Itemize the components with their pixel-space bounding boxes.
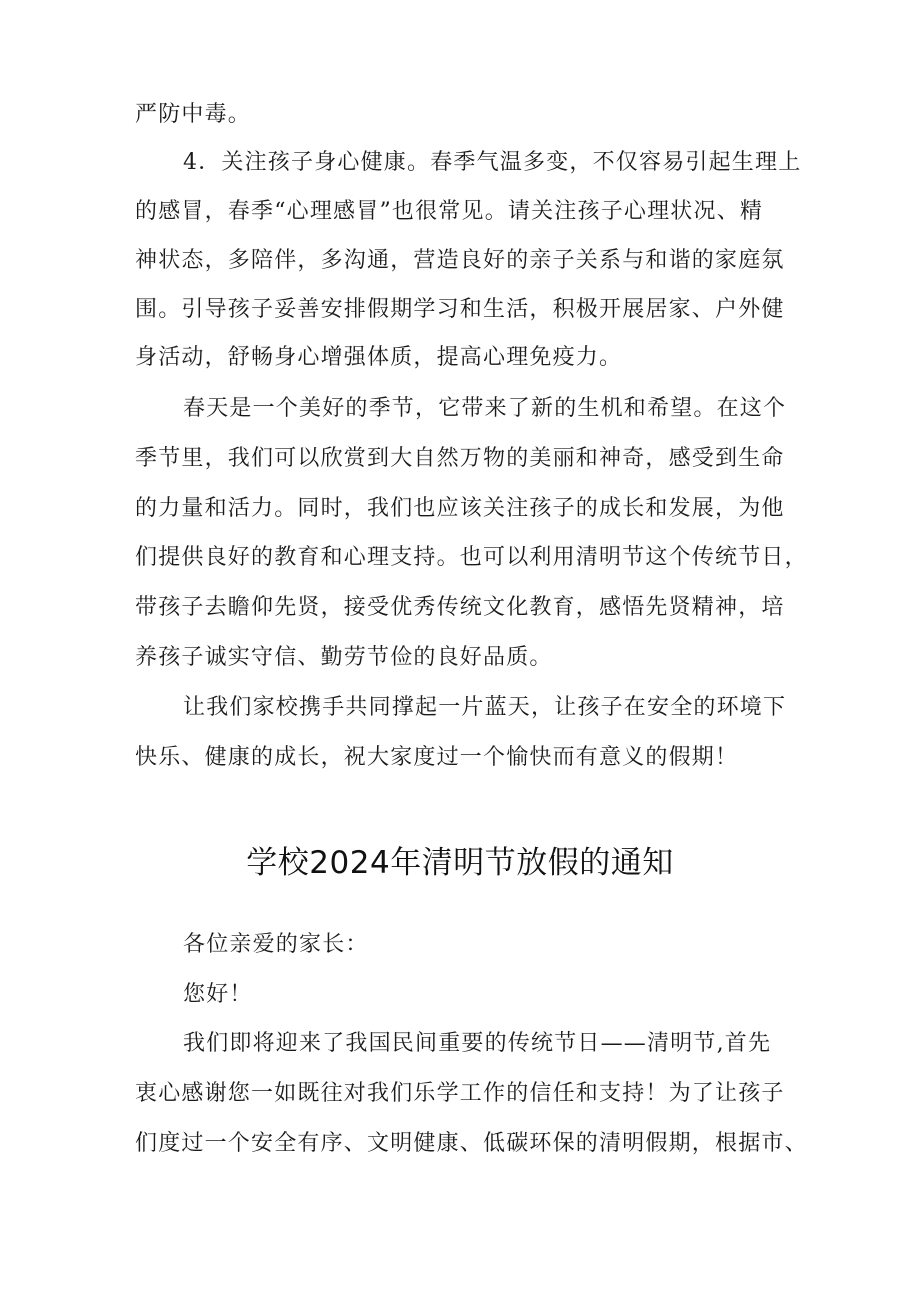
paragraph-line: 春天是一个美好的季节，它带来了新的生机和希望。在这个 bbox=[183, 396, 787, 421]
paragraph-line: 围。引导孩子妥善安排假期学习和生活，积极开展居家、户外健 bbox=[135, 297, 785, 322]
notice-title: 学校2024年清明节放假的通知 bbox=[246, 845, 674, 881]
paragraph-line: 神状态，多陪伴，多沟通，营造良好的亲子关系与和谐的家庭氛 bbox=[135, 248, 785, 273]
greeting: 您好！ bbox=[183, 982, 253, 1007]
paragraph-line: 的感冒，春季“心理感冒”也很常见。请关注孩子心理状况、精 bbox=[135, 199, 764, 224]
paragraph-line: 带孩子去瞻仰先贤，接受优秀传统文化教育，感悟先贤精神，培 bbox=[135, 595, 785, 620]
paragraph-line: 季节里，我们可以欣赏到大自然万物的美丽和神奇，感受到生命 bbox=[135, 446, 785, 471]
paragraph-line: 我们即将迎来了我国民间重要的传统节日——清明节,首先 bbox=[183, 1031, 772, 1056]
paragraph-line: 们度过一个安全有序、文明健康、低碳环保的清明假期，根据市、 bbox=[135, 1131, 808, 1156]
paragraph-line: 衷心感谢您一如既往对我们乐学工作的信任和支持！为了让孩子 bbox=[135, 1081, 785, 1106]
paragraph-line: 快乐、健康的成长，祝大家度过一个愉快而有意义的假期！ bbox=[135, 745, 739, 770]
paragraph-line: 养孩子诚实守信、勤劳节俭的良好品质。 bbox=[135, 645, 553, 670]
paragraph-line: 身活动，舒畅身心增强体质，提高心理免疫力。 bbox=[135, 345, 623, 370]
paragraph-line: 严防中毒。 bbox=[135, 102, 252, 127]
paragraph-line: 让我们家校携手共同撑起一片蓝天，让孩子在安全的环境下 bbox=[183, 695, 787, 720]
paragraph-line: 4．关注孩子身心健康。春季气温多变，不仅容易引起生理上 bbox=[183, 150, 802, 175]
salutation: 各位亲爱的家长： bbox=[183, 932, 369, 957]
paragraph-line: 们提供良好的教育和心理支持。也可以利用清明节这个传统节日， bbox=[135, 545, 808, 570]
paragraph-line: 的力量和活力。同时，我们也应该关注孩子的成长和发展，为他 bbox=[135, 496, 785, 521]
